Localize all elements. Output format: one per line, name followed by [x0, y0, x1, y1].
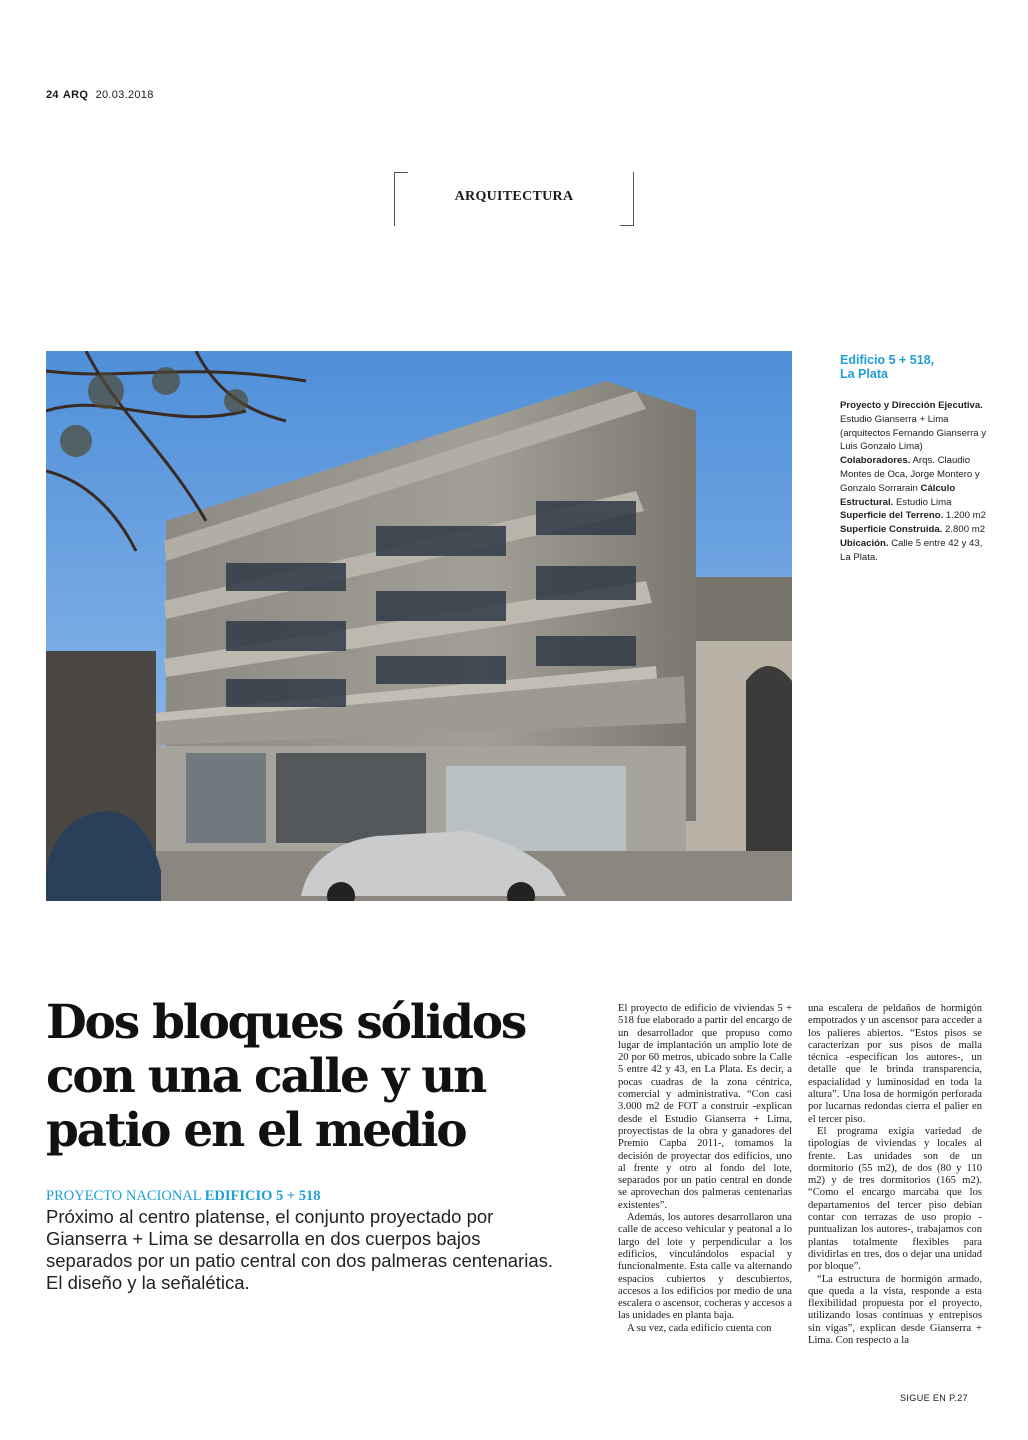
body-paragraph: A su vez, cada edificio cuenta con	[627, 1322, 772, 1334]
body-column-1	[618, 1003, 792, 1335]
credits-title-line1: Edificio 5 + 518,	[840, 353, 935, 367]
credits-box	[840, 353, 990, 565]
kicker-subject: EDIFICIO 5 + 518	[204, 1188, 321, 1204]
section-label: ARQUITECTURA	[454, 189, 574, 204]
credit-label: Superficie del Terreno.	[840, 510, 944, 522]
kicker	[46, 1188, 321, 1205]
credit-label: Proyecto y Dirección Ejecutiva.	[840, 400, 983, 411]
folio	[46, 89, 154, 101]
kicker-category: PROYECTO NACIONAL	[46, 1188, 202, 1204]
credit-value: 2.800 m2	[942, 524, 986, 536]
folio-date: 20.03.2018	[95, 89, 154, 101]
deck: Próximo al centro platense, el conjunto proyectado por Gianserra + Lima se desarrolla en dos cuerpos bajos separados por un patio central con dos palmeras centenarias. El diseño y la señalética.	[46, 1206, 553, 1293]
folio-page: 24	[46, 89, 59, 101]
folio-section: ARQ	[62, 89, 89, 101]
credit-value: Estudio Gianserra + Lima (arquitectos Fernando Gianserra y Luis Gonzalo Lima)	[840, 413, 987, 453]
credit-value: 1.200 m2	[943, 510, 986, 522]
building-photo	[46, 351, 792, 901]
credit-label: Colaboradores.	[840, 455, 911, 467]
headline: Dos bloques sólidos con una calle y un patio en el medio	[46, 995, 526, 1158]
credit-value: Arqs. Claudio Montes de Oca, Jorge Montero y Gonzalo Sorrarain	[840, 455, 980, 494]
credits-text	[840, 399, 990, 565]
credit-label: Ubicación.	[840, 537, 889, 549]
continues-on-page: SIGUE EN P.27	[900, 1393, 969, 1403]
body-paragraph: El programa exigía variedad de tipologías de viviendas y locales al frente. Las unidades son de un dormitorio (55 m2), de dos (80 y 110 m2) y de tres dormitorios (165 m2). “Como el encargo marcaba que los departamentos del tercer piso debían contar con terrazas de uso propio -puntualizan los autores-, trabajamos con plantas totalmente flexibles para dividirlas en tres, dos o dejar una unidad por bloque”.	[808, 1125, 982, 1273]
credit-value: Calle 5 entre 42 y 43, La Plata.	[840, 537, 983, 563]
credit-label: Cálculo Estructural.	[840, 482, 956, 508]
section-box	[394, 172, 634, 226]
body-paragraph: El proyecto de edificio de viviendas 5 + 518 fue elaborado a partir del encargo de un desarrollador que propuso como lugar de implantación un amplio lote de 20 por 60 metros, ubicado sobre la Calle 5 entre 42 y 43, en La Plata. Es decir, a pocas cuadras de la zona céntrica, comercial y administrativa. “Con casi 3.000 m2 de FOT a construir -explican desde el Estudio Gianserra + Lima, proyectistas de la obra y ganadores del Premio Capba 2011-, tomamos la decisión de proyectar dos edificios, uno al frente y otro al fondo del lote, separados por un patio central en donde se aprovechan dos palmeras centenarias existentes”.	[618, 1003, 792, 1211]
body-paragraph: “La estructura de hormigón armado, que queda a la vista, responde a esta flexibilidad propuesta por el proyecto, utilizando losas continuas y entrepisos sin vigas”, explican desde Gianserra + Lima. Con respecto a la	[808, 1273, 982, 1347]
building-photo-illustration	[46, 351, 792, 901]
credit-label: Superficie Construida.	[840, 524, 943, 536]
body-column-2	[808, 1003, 982, 1347]
credit-value: Estudio Lima	[893, 496, 952, 508]
body-paragraph: una escalera de peldaños de hormigón empotrados y un ascensor para acceder a los palieres abiertos. “Estos pisos se caracterizan por sus pisos de malla técnica -especifican los autores-, un detalle que le brinda transparencia, espacialidad y luminosidad en toda la altura”. Una losa de hormigón perforada por lucarnas redondas cierra el palier en el tercer piso.	[808, 1003, 982, 1125]
body-paragraph: Además, los autores desarrollaron una calle de acceso vehicular y peatonal a lo largo del lote y perpendicular a los edificios, vinculándolos espacial y funcionalmente. Esta calle va alternando espacios cubiertos y descubiertos, accesos a los edificios por medio de una escalera o ascensor, cocheras y accesos a las unidades en planta baja.	[618, 1212, 792, 1322]
credits-title-line2: La Plata	[840, 367, 888, 381]
credits-title	[840, 353, 990, 381]
